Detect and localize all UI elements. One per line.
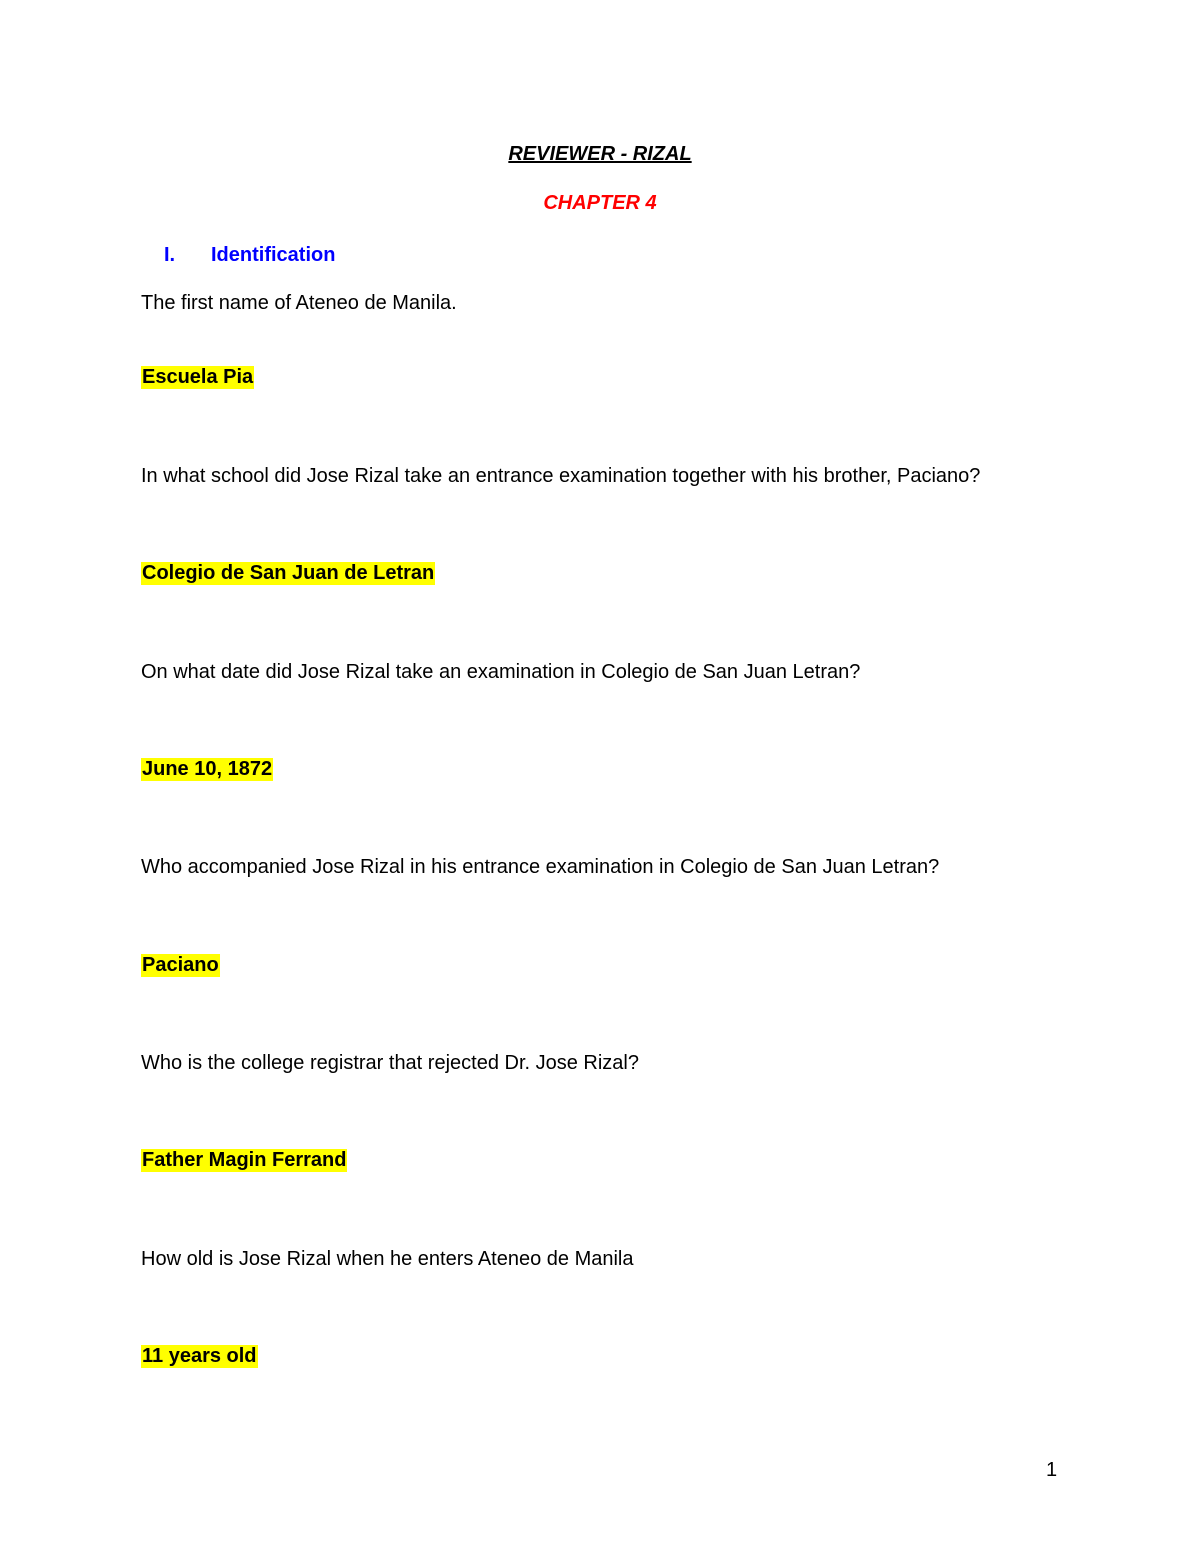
chapter-heading: CHAPTER 4 [543, 192, 657, 214]
answer-text: Colegio de San Juan de Letran [142, 562, 435, 584]
page-number: 1 [1046, 1459, 1058, 1481]
question-text: In what school did Jose Rizal take an entrance examination together with his brother, Paciano? [141, 465, 981, 487]
question-text: The first name of Ateneo de Manila. [141, 292, 457, 314]
section-title: Identification [211, 244, 336, 266]
answer-text: June 10, 1872 [142, 758, 273, 780]
question-text: Who accompanied Jose Rizal in his entrance examination in Colegio de San Juan Letran? [141, 856, 940, 878]
section-number: I. [164, 244, 176, 266]
question-text: Who is the college registrar that rejected Dr. Jose Rizal? [141, 1052, 639, 1074]
question-text: On what date did Jose Rizal take an examination in Colegio de San Juan Letran? [141, 661, 861, 683]
answer-text: Father Magin Ferrand [142, 1149, 347, 1171]
answer-text: Paciano [142, 954, 219, 976]
document-title: REVIEWER - RIZAL [508, 143, 692, 165]
answer-text: Escuela Pia [142, 366, 254, 388]
answer-text: 11 years old [142, 1345, 257, 1367]
question-text: How old is Jose Rizal when he enters Ateneo de Manila [141, 1248, 634, 1270]
